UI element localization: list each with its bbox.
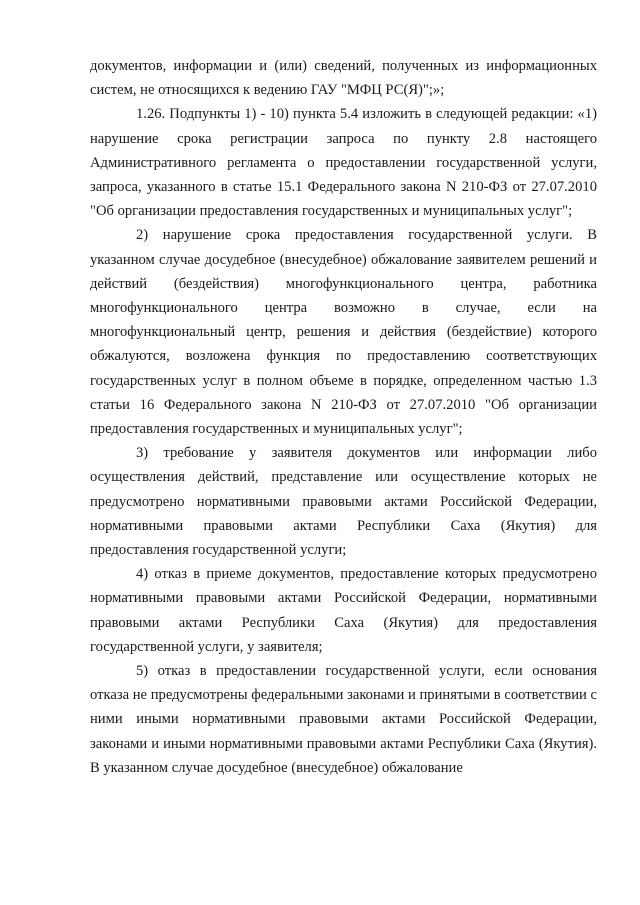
paragraph-continuation: документов, информации и (или) сведений, полученных из информационных систем, не относящихся к ведению ГАУ "МФЦ РС(Я)";»; — [90, 58, 597, 99]
paragraph-item-3: 3) требование у заявителя документов или информации либо осуществления действий, представление или осуществление которых не предусмотрено нормативными правовыми актами Российской Федерации, нормативными правовыми актами Республики Саха (Якутия) для предоставления государственной услуги; — [90, 445, 597, 559]
paragraph-item-2: 2) нарушение срока предоставления государственной услуги. В указанном случае досудебное (внесудебное) обжалование заявителем решений и действий (бездействия) многофункционального центра, работника многофункционального центра возможно в случае, если на многофункциональный центр, решения и действия (бездействие) которого обжалуются, возложена функция по предоставлению соответствующих государственных услуг в полном объеме в порядке, определенном частью 1.3 статьи 16 Федерального закона N 210-ФЗ от 27.07.2010 "Об организации предоставления государственных и муниципальных услуг"; — [90, 227, 597, 438]
document-page — [90, 54, 597, 780]
paragraph-item-4: 4) отказ в приеме документов, предоставление которых предусмотрено нормативными правовыми актами Российской Федерации, нормативными правовыми актами Республики Саха (Якутия) для предоставления государственной услуги, у заявителя; — [90, 566, 597, 655]
paragraph-1-26: 1.26. Подпункты 1) - 10) пункта 5.4 изложить в следующей редакции: «1) нарушение срока регистрации запроса по пункту 2.8 настоящего Административного регламента о предоставлении государственной услуги, запроса, указанного в статье 15.1 Федерального закона N 210-ФЗ от 27.07.2010 "Об организации предоставления государственных и муниципальных услуг"; — [90, 106, 597, 220]
paragraph-item-5: 5) отказ в предоставлении государственной услуги, если основания отказа не предусмотрены федеральными законами и принятыми в соответствии с ними иными нормативными правовыми актами Российской Федерации, законами и иными нормативными правовыми актами Республики Саха (Якутия). В указанном случае досудебное (внесудебное) обжалование — [90, 663, 597, 776]
